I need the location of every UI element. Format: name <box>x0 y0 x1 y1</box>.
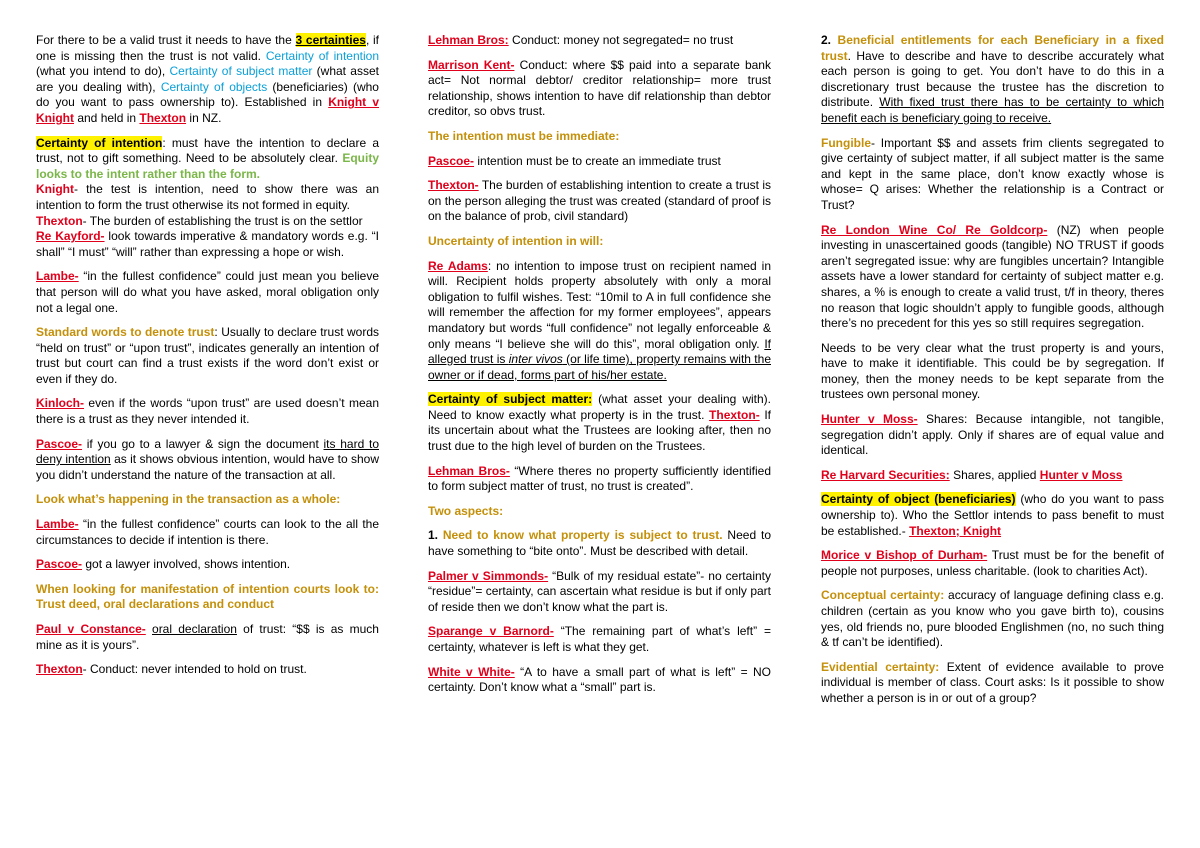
paragraph <box>36 136 379 183</box>
text-run: in NZ. <box>186 110 222 125</box>
text-run: Morice v Bishop of Durham- <box>821 548 988 563</box>
text-run: Thexton <box>36 213 83 228</box>
text-run: Need to know what property is subject to trust. <box>442 528 723 543</box>
text-run: Beneficial entitlements for each Beneficiary in a fixed trust <box>821 33 1165 63</box>
paragraph <box>821 33 1164 127</box>
text-run: With fixed trust there has to be certainty to which benefit each is beneficiary going to receive. <box>821 95 1164 125</box>
text-run: Conduct: where $$ paid into a separate bank act= Not normal debtor/ creditor relationship= more trust relationship, shows intention to have dif relationship than debtor creditor, so obvs trust. <box>428 57 771 119</box>
text-run: Shares, applied <box>949 467 1040 482</box>
text-run: If its uncertain about what the Trustees are looking after, then no trust due to the high level of burden on the Trustees. <box>428 407 771 454</box>
text-run: - The burden of establishing the trust is on the settlor <box>82 213 363 228</box>
paragraph <box>428 33 771 49</box>
paragraph <box>821 136 1164 214</box>
paragraph <box>36 662 379 678</box>
text-run: : must have the intention to declare a trust, not to gift something. Need to be absolutely clear. <box>36 135 379 166</box>
text-run: (or life time), property remains with the owner or if dead, forms part of his/her estate. <box>428 352 771 382</box>
text-run: Pascoe- <box>36 436 83 451</box>
text-run: Look what’s happening in the transaction as a whole: <box>36 492 341 507</box>
text-run: Certainty of objects <box>160 79 268 94</box>
text-run: The intention must be immediate: <box>428 128 620 143</box>
text-run: 1. <box>428 528 443 543</box>
text-run: Marrison Kent- <box>428 57 515 72</box>
text-run: Certainty of object (beneficiaries) <box>821 492 1016 507</box>
paragraph <box>821 548 1164 579</box>
text-run: “Bulk of my residual estate”- no certainty “residue”= certainty, can ascertain what residue is but if only part of reside then we don’t know what the part is. <box>428 568 771 614</box>
text-run: (NZ) when people investing in unascertained goods (tangible) NO TRUST if goods aren’t segregated issue: why are fungibles uncertain? Intangible assets have a lower standard for certainty of subject matter e.g. shares, a % is enough to create a valid trust, t/f in theory, theres no reason that logic shouldn’t apply to fungible goods, although there’s no precedent for this yes so still requires segregation. <box>821 222 1165 331</box>
text-run: Knight <box>36 182 74 197</box>
text-run: “Where theres no property sufficiently identified to form subject matter of trust, no trust is created”. <box>428 463 772 494</box>
text-run: If alleged trust is <box>428 336 771 367</box>
paragraph <box>428 528 771 559</box>
text-run: (what you intend to do), <box>36 64 170 79</box>
text-run: accuracy of language defining class e.g. children (certain as you know who you gave birth to), cousins yes, old friends no, pure blooded Englishmen (no, no such thing & tf can’t be identified). <box>821 588 1164 650</box>
text-run: (beneficiaries) (who do you want to pass ownership to). Established in <box>36 79 379 110</box>
paragraph <box>821 223 1164 332</box>
paragraph <box>821 660 1164 707</box>
text-run: Kinloch- <box>36 396 84 411</box>
text-run: Certainty of intention <box>36 135 163 150</box>
text-run: (what asset are you dealing with), <box>36 64 379 94</box>
paragraph <box>428 504 771 520</box>
paragraph <box>36 214 379 230</box>
text-run: - the test is intention, need to show there was an intention to form the trust otherwise its not formed in equity. <box>36 182 379 212</box>
text-run: Two aspects: <box>428 503 504 518</box>
text-run: - Conduct: never intended to hold on trust. <box>82 662 307 677</box>
text-run: Paul v Constance- <box>36 622 146 636</box>
paragraph <box>36 517 379 548</box>
text-run: Equity looks to the intent rather than the form. <box>36 151 379 181</box>
text-run: inter vivos <box>508 352 563 367</box>
paragraph <box>428 154 771 170</box>
text-run: Extent of evidence available to prove individual is member of class. Court asks: Is it possible to show whether a person is in or out of a group? <box>821 659 1164 705</box>
paragraph <box>36 396 379 427</box>
paragraph <box>428 665 771 696</box>
text-run: Conceptual certainty: <box>821 588 945 603</box>
column-3 <box>821 33 1164 716</box>
text-run: Thexton <box>139 110 187 125</box>
text-run: 3 certainties <box>295 33 366 47</box>
text-run: . Have to describe and have to describe accurately what each person is going to get. You don’t have to do this in a discretionary trust because the trustee has the discretion to distribute. <box>821 48 1164 110</box>
paragraph <box>428 392 771 454</box>
paragraph <box>821 341 1164 403</box>
paragraph <box>428 58 771 120</box>
text-run: : no intention to impose trust on recipient named in will. Recipient holds property absolutely with only a moral obligation to fulfil wishes. Test: “10mil to A in full confidence she will remember the affection for my former employees”, appears mandatory but words “full confidence” not legally enforceable & only means “I believe she will do this”, moral obligation only. <box>428 258 771 351</box>
text-run: Pascoe- <box>36 557 83 572</box>
paragraph <box>821 492 1164 539</box>
text-run: Lehman Bros- <box>428 463 510 478</box>
paragraph <box>36 492 379 508</box>
text-run: Thexton- <box>709 407 760 422</box>
paragraph <box>36 437 379 484</box>
text-run: Trust must be for the benefit of people not purposes, unless charitable. (look to charities Act). <box>821 548 1164 578</box>
text-run: Needs to be very clear what the trust property is and yours, have to make it identifiable. This could be by segregation. If money, then the money needs to be kept separate from the trustees own personal money. <box>821 340 1164 402</box>
text-run: Lehman Bros: <box>428 33 509 47</box>
paragraph <box>36 582 379 613</box>
text-run: Conduct: money not segregated= no trust <box>508 33 734 47</box>
paragraph <box>36 182 379 213</box>
text-run: Re London Wine Co/ Re Goldcorp- <box>821 222 1048 237</box>
text-run: and held in <box>74 110 140 125</box>
text-run: Standard words to denote trust <box>36 325 215 340</box>
paragraph <box>428 624 771 655</box>
text-run: Hunter v Moss- <box>821 412 918 427</box>
paragraph <box>821 588 1164 650</box>
text-run: Thexton; Knight <box>909 523 1002 538</box>
text-run: got a lawyer involved, shows intention. <box>82 557 291 572</box>
text-run: oral declaration <box>152 622 237 636</box>
text-run: - Important $$ and assets frim clients segregated to give certainty of subject matter, if all subject matter is the same and kept in the same place, don’t know exactly whose is whose= Q arises: Whether the relationship is a Contract or Trust? <box>821 135 1164 212</box>
text-run: Thexton <box>36 662 83 677</box>
text-run: Shares: Because intangible, not tangible, segregation didn’t apply. Only if shares are of equal value and identical. <box>821 412 1165 458</box>
text-run: if you go to a lawyer & sign the document <box>82 436 324 451</box>
paragraph <box>428 178 771 225</box>
paragraph <box>428 129 771 145</box>
text-run: its hard to deny intention <box>36 436 379 467</box>
text-run: Re Kayford- <box>36 229 105 244</box>
paragraph <box>36 557 379 573</box>
text-run: Fungible <box>821 135 871 150</box>
text-run: Evidential certainty: <box>821 659 940 674</box>
text-run: 2. <box>821 33 838 47</box>
text-run: Re Adams <box>428 258 488 273</box>
paragraph <box>428 234 771 250</box>
text-run: , if one is missing then the trust is not valid. <box>36 33 379 63</box>
paragraph <box>36 33 379 127</box>
paragraph <box>36 325 379 387</box>
text-run: The burden of establishing intention to create a trust is on the person alleging the trust was created (standard of proof is on the balance of prob, civil standard) <box>428 178 771 224</box>
text-run: even if the words “upon trust” are used doesn’t mean there is a trust as they never intended it. <box>36 396 379 427</box>
text-run: (what asset your dealing with). Need to know exactly what property is in the trust. <box>428 392 771 422</box>
text-run: Need to have something to “bite onto”. Must be described with detail. <box>428 528 771 559</box>
text-run: When looking for manifestation of intention courts look to: Trust deed, oral declarations and conduct <box>36 581 379 612</box>
text-run: “in the fullest confidence” courts can look to the all the circumstances to decide if intention is there. <box>36 517 379 547</box>
text-run: Certainty of subject matter <box>169 64 313 79</box>
text-run: Re Harvard Securities: <box>821 467 950 482</box>
text-run: Certainty of intention <box>265 48 379 63</box>
text-run: White v White- <box>428 664 515 679</box>
paragraph <box>36 229 379 260</box>
text-run: (who do you want to pass ownership to). Who the Settlor intends to pass benefit to must be established.- <box>821 492 1164 538</box>
text-run: Palmer v Simmonds- <box>428 568 549 583</box>
paragraph <box>428 569 771 616</box>
text-run: Hunter v Moss <box>1039 467 1123 482</box>
text-run: “A to have a small part of what is left” = NO certainty. Don’t know what a “small” part is. <box>428 664 771 695</box>
text-run: Lambe- <box>36 269 79 284</box>
text-run: Sparange v Barnord- <box>428 624 554 639</box>
text-run: of trust: “$$ is as much mine as it is yours”. <box>36 622 379 652</box>
text-run: Uncertainty of intention in will: <box>428 233 604 248</box>
paragraph <box>36 269 379 316</box>
text-run: Thexton- <box>428 178 479 193</box>
text-run: : Usually to declare trust words “held on trust” or “upon trust”, indicates generally an intention of trust but court can find a trust exists if the word don’t exist or even if they do. <box>36 325 379 386</box>
text-run: “in the fullest confidence” could just mean you believe that person will do what you have asked, moral obligation only not a legal one. <box>36 269 379 315</box>
text-run: Pascoe- <box>428 153 475 168</box>
column-1 <box>36 33 379 687</box>
text-run: Lambe- <box>36 517 79 532</box>
paragraph <box>428 464 771 495</box>
paragraph <box>36 622 379 653</box>
text-run: “The remaining part of what’s left” = certainty, whatever is left is what they get. <box>428 624 771 654</box>
column-2 <box>428 33 771 705</box>
paragraph <box>821 412 1164 459</box>
text-run: Knight v Knight <box>36 95 379 125</box>
text-run: For there to be a valid trust it needs to have the <box>36 33 296 47</box>
text-run: look towards imperative & mandatory words e.g. “I shall” “I must” “will” rather than expressing a hope or wish. <box>36 229 379 259</box>
text-run: Certainty of subject matter: <box>428 392 593 407</box>
paragraph <box>428 259 771 384</box>
paragraph <box>821 468 1164 484</box>
text-run: as it shows obvious intention, would have to show you didn’t understand the nature of the transaction at all. <box>36 452 380 482</box>
text-run: intention must be to create an immediate trust <box>474 153 721 168</box>
